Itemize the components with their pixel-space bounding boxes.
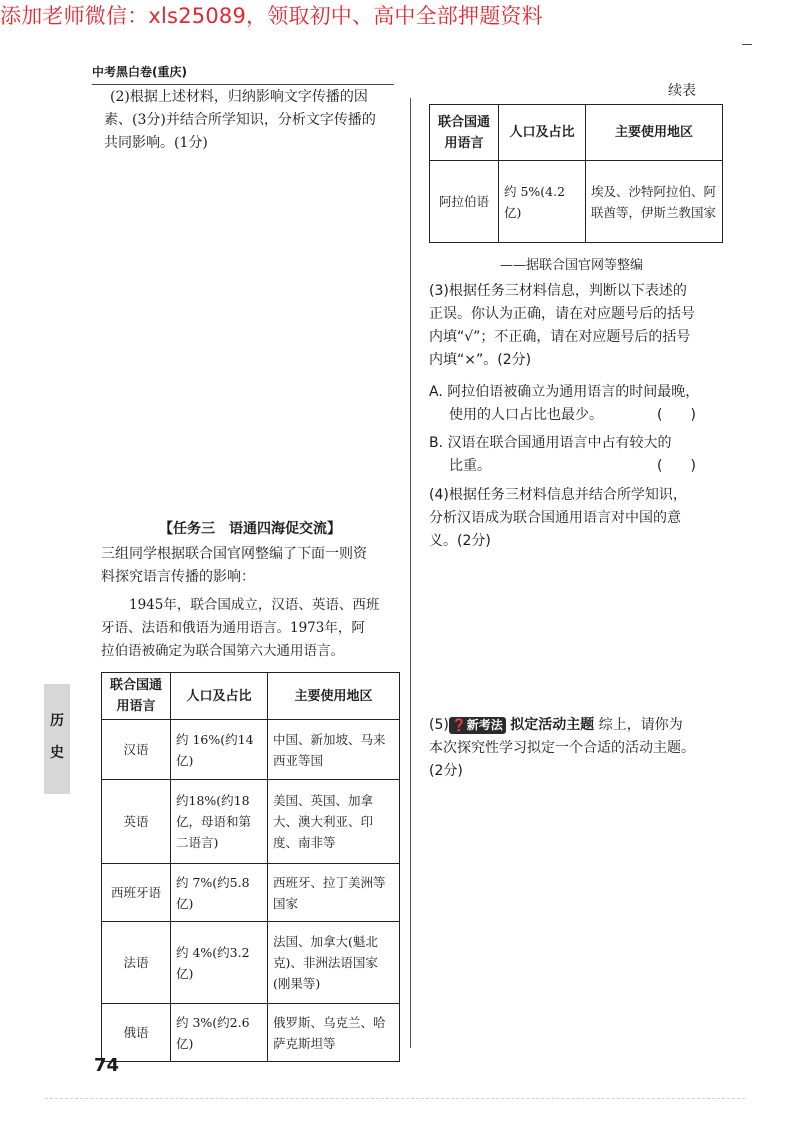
q5-topic: 拟定活动主题 bbox=[510, 717, 595, 733]
lang-cell: 阿拉伯语 bbox=[430, 161, 499, 243]
region-cell: 中国、新加坡、马来西亚等国 bbox=[268, 720, 400, 780]
qa-line: 使用的人口占比也最少。 bbox=[449, 407, 603, 423]
material-text bbox=[101, 594, 401, 663]
intro-line: 三组同学根据联合国官网整编了下面一则资 bbox=[101, 546, 367, 562]
lang-cell: 俄语 bbox=[102, 1004, 171, 1062]
lang-cell: 汉语 bbox=[102, 720, 171, 780]
qb-line: 比重。 bbox=[449, 458, 491, 474]
question-badge-icon: ❓ bbox=[451, 718, 467, 732]
header-cell: 联合国通用语言 bbox=[430, 105, 499, 161]
material-line: 1945年，联合国成立，汉语、英语、西班 bbox=[129, 597, 380, 613]
q2-line: 共同影响。(1分) bbox=[104, 135, 208, 151]
pop-cell: 约 16%(约14亿) bbox=[171, 720, 268, 780]
series-label: 中考黑白卷(重庆) bbox=[92, 65, 187, 79]
region-cell: 西班牙、拉丁美洲等国家 bbox=[268, 864, 400, 922]
question-5 bbox=[429, 714, 739, 783]
material-line: 牙语、法语和俄语为通用语言。1973年，阿 bbox=[101, 620, 365, 636]
header-cell: 人口及占比 bbox=[171, 673, 268, 720]
pop-cell: 约 4%(约3.2亿) bbox=[171, 922, 268, 1004]
table-header-row bbox=[102, 673, 400, 720]
q5-number: (5) bbox=[429, 717, 449, 733]
q4-line: 分析汉语成为联合国通用语言对中国的意 bbox=[429, 510, 681, 526]
side-tab-char: 史 bbox=[50, 745, 64, 761]
region-cell: 埃及、沙特阿拉伯、阿联酋等，伊斯兰教国家 bbox=[586, 161, 723, 243]
lang-cell: 英语 bbox=[102, 780, 171, 864]
language-table-continued bbox=[429, 104, 723, 243]
subject-side-tab bbox=[44, 684, 70, 794]
table-row bbox=[102, 1004, 400, 1062]
region-cell: 法国、加拿大(魁北克)、非洲法语国家(刚果等) bbox=[268, 922, 400, 1004]
question-2 bbox=[104, 86, 400, 155]
question-3 bbox=[429, 280, 729, 372]
material-line: 拉伯语被确定为联合国第六大通用语言。 bbox=[101, 643, 344, 659]
bottom-rule bbox=[45, 1098, 745, 1100]
table-row bbox=[102, 780, 400, 864]
q5-line: 本次探究性学习拟定一个合适的活动主题。 bbox=[429, 740, 695, 756]
page-number: 74 bbox=[94, 1055, 120, 1076]
table-row bbox=[102, 720, 400, 780]
qa-line: A. 阿拉伯语被确立为通用语言的时间最晚， bbox=[429, 384, 700, 400]
watermark-banner: 添加老师微信：xls25089，领取初中、高中全部押题资料 bbox=[0, 4, 543, 28]
new-method-label: 新考法 bbox=[466, 718, 503, 732]
corner-mark bbox=[742, 44, 752, 45]
header-cell: 主要使用地区 bbox=[268, 673, 400, 720]
question-3a bbox=[429, 381, 729, 427]
header-cell: 联合国通用语言 bbox=[102, 673, 171, 720]
lang-cell: 西班牙语 bbox=[102, 864, 171, 922]
pop-cell: 约 3%(约2.6亿) bbox=[171, 1004, 268, 1062]
question-3b bbox=[429, 432, 729, 478]
header-cell: 人口及占比 bbox=[499, 105, 586, 161]
language-table bbox=[101, 672, 400, 1062]
lang-cell: 法语 bbox=[102, 922, 171, 1004]
pop-cell: 约 7%(约5.8亿) bbox=[171, 864, 268, 922]
answer-paren-a[interactable]: ( ) bbox=[657, 407, 696, 423]
q5-line: (2分) bbox=[429, 763, 463, 779]
q2-line: (2)根据上述材料，归纳影响文字传播的因 bbox=[110, 89, 368, 105]
q3-line: (3)根据任务三材料信息，判断以下表述的 bbox=[429, 283, 687, 299]
column-divider bbox=[410, 98, 411, 1048]
q3-line: 内填“×”。(2分) bbox=[429, 352, 532, 368]
q5-line: 综上，请你为 bbox=[598, 717, 683, 733]
header-rule bbox=[92, 84, 394, 85]
task-three-title: 【任务三 语通四海促交流】 bbox=[159, 521, 341, 537]
table-row bbox=[430, 161, 723, 243]
pop-cell: 约18%(约18亿，母语和第二语言) bbox=[171, 780, 268, 864]
header-cell: 主要使用地区 bbox=[586, 105, 723, 161]
question-4 bbox=[429, 484, 729, 553]
answer-paren-b[interactable]: ( ) bbox=[657, 458, 696, 474]
side-tab-char: 历 bbox=[50, 713, 64, 729]
region-cell: 美国、英国、加拿大、澳大利亚、印度、南非等 bbox=[268, 780, 400, 864]
pop-cell: 约 5%(4.2亿) bbox=[499, 161, 586, 243]
q2-line: 素、(3分)并结合所学知识，分析文字传播的 bbox=[104, 112, 376, 128]
table-row bbox=[102, 922, 400, 1004]
table-row bbox=[102, 864, 400, 922]
intro-line: 料探究语言传播的影响： bbox=[101, 569, 255, 585]
qb-line: B. 汉语在联合国通用语言中占有较大的 bbox=[429, 435, 672, 451]
continued-label: 续表 bbox=[668, 83, 696, 99]
new-method-tag bbox=[449, 717, 506, 734]
region-cell: 俄罗斯、乌克兰、哈萨克斯坦等 bbox=[268, 1004, 400, 1062]
task-intro bbox=[101, 543, 401, 589]
qb-line-wrap bbox=[429, 455, 729, 478]
source-note: ——据联合国官网等整编 bbox=[500, 258, 644, 273]
qa-line-wrap bbox=[429, 404, 729, 427]
q3-line: 内填“√”；不正确，请在对应题号后的括号 bbox=[429, 329, 691, 345]
table-header-row bbox=[430, 105, 723, 161]
q4-line: 义。(2分) bbox=[429, 533, 491, 549]
q5-first-line bbox=[429, 714, 739, 737]
q3-line: 正误。你认为正确，请在对应题号后的括号 bbox=[429, 306, 695, 322]
q4-line: (4)根据任务三材料信息并结合所学知识， bbox=[429, 487, 687, 503]
